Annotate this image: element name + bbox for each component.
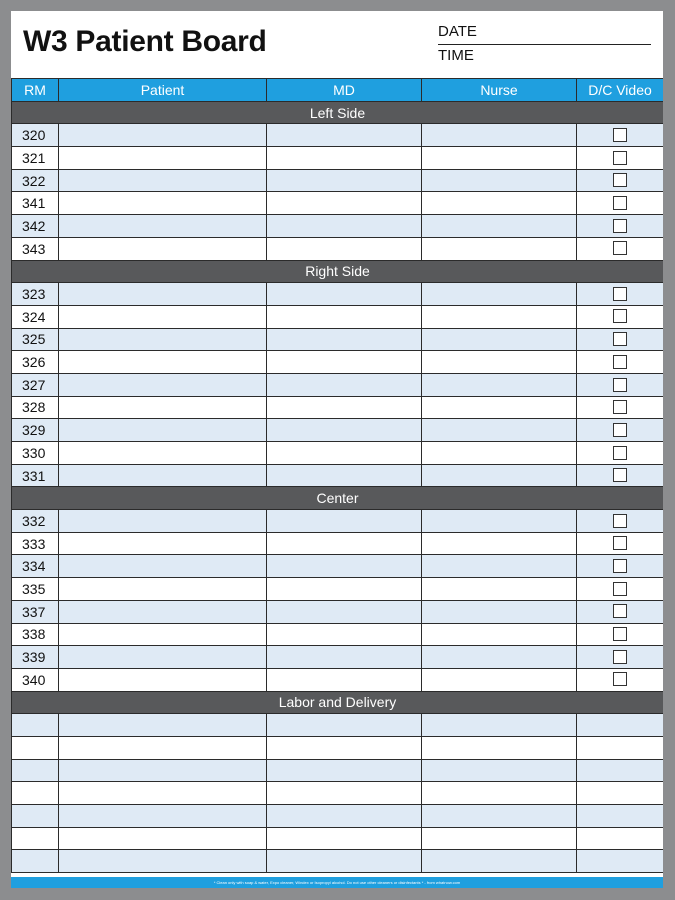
md-cell[interactable] [267,464,422,487]
dc-video-cell [577,623,664,646]
dc-video-cell [577,396,664,419]
md-cell[interactable] [267,714,422,737]
patient-cell[interactable] [59,215,267,238]
patient-cell[interactable] [59,147,267,170]
dc-video-cell [577,192,664,215]
table-row [12,351,664,374]
nurse-cell[interactable] [422,600,577,623]
section-title: Labor and Delivery [12,691,664,714]
md-cell[interactable] [267,600,422,623]
table-row [12,555,664,578]
table-row [12,714,664,737]
nurse-cell[interactable] [422,782,577,805]
dc-video-checkbox[interactable] [613,219,627,233]
room-number: 342 [12,215,59,238]
nurse-cell[interactable] [422,124,577,147]
table-row [12,805,664,828]
patient-cell[interactable] [59,328,267,351]
room-number: 333 [12,532,59,555]
nurse-cell[interactable] [422,510,577,533]
md-cell[interactable] [267,283,422,306]
patient-cell[interactable] [59,192,267,215]
dc-video-cell [577,351,664,374]
room-number: 341 [12,192,59,215]
room-number: 334 [12,555,59,578]
patient-cell[interactable] [59,759,267,782]
dc-video-checkbox[interactable] [613,604,627,618]
section-header-row [12,691,664,714]
room-number: 331 [12,464,59,487]
table-row [12,623,664,646]
patient-cell[interactable] [59,623,267,646]
md-cell[interactable] [267,215,422,238]
footer-note: * Clean only with soap & water, Expo cleaner, Windex or Isopropyl alcohol. Do not use other cleaners or disinfectants * - from whatnow.com [11,877,663,888]
dc-video-checkbox[interactable] [613,151,627,165]
nurse-cell[interactable] [422,736,577,759]
dc-video-cell [577,328,664,351]
md-cell[interactable] [267,237,422,260]
dc-video-checkbox[interactable] [613,355,627,369]
patient-cell[interactable] [59,237,267,260]
room-number [12,805,59,828]
nurse-cell[interactable] [422,827,577,850]
patient-cell[interactable] [59,351,267,374]
dc-video-cell [577,237,664,260]
dc-video-checkbox[interactable] [613,582,627,596]
md-cell[interactable] [267,147,422,170]
md-cell[interactable] [267,396,422,419]
dc-video-cell [577,759,664,782]
nurse-cell[interactable] [422,328,577,351]
table-row [12,147,664,170]
md-cell[interactable] [267,328,422,351]
patient-cell[interactable] [59,464,267,487]
nurse-cell[interactable] [422,396,577,419]
dc-video-cell [577,805,664,828]
dc-video-cell [577,124,664,147]
dc-video-cell [577,532,664,555]
patient-cell[interactable] [59,283,267,306]
room-number [12,850,59,873]
patient-cell[interactable] [59,373,267,396]
nurse-cell[interactable] [422,237,577,260]
dc-video-checkbox[interactable] [613,378,627,392]
md-cell[interactable] [267,668,422,691]
table-row [12,850,664,873]
date-field[interactable]: DATE [438,23,651,45]
dc-video-cell [577,442,664,465]
patient-cell[interactable] [59,124,267,147]
table-row [12,124,664,147]
patient-board [11,11,663,888]
dc-video-checkbox[interactable] [613,446,627,460]
table-row [12,215,664,238]
md-cell[interactable] [267,532,422,555]
section-header-row [12,101,664,124]
md-cell[interactable] [267,305,422,328]
nurse-cell[interactable] [422,192,577,215]
room-number: 338 [12,623,59,646]
table-row [12,237,664,260]
md-cell[interactable] [267,169,422,192]
dc-video-cell [577,283,664,306]
room-number: 328 [12,396,59,419]
dc-video-checkbox[interactable] [613,173,627,187]
dc-video-checkbox[interactable] [613,672,627,686]
table-row [12,419,664,442]
table-row [12,396,664,419]
dc-video-cell [577,850,664,873]
col-header-dc-video: D/C Video [577,79,664,102]
nurse-cell[interactable] [422,646,577,669]
header-row [12,79,664,102]
table-row [12,736,664,759]
room-number: 325 [12,328,59,351]
room-number: 330 [12,442,59,465]
nurse-cell[interactable] [422,759,577,782]
dc-video-checkbox[interactable] [613,241,627,255]
nurse-cell[interactable] [422,351,577,374]
dc-video-cell [577,215,664,238]
nurse-cell[interactable] [422,373,577,396]
room-number: 332 [12,510,59,533]
patient-cell[interactable] [59,532,267,555]
col-header-patient: Patient [59,79,267,102]
nurse-cell[interactable] [422,305,577,328]
dc-video-cell [577,736,664,759]
section-title: Left Side [12,101,664,124]
room-number [12,827,59,850]
room-number [12,736,59,759]
dc-video-cell [577,782,664,805]
patient-cell[interactable] [59,510,267,533]
table-row [12,283,664,306]
dc-video-cell [577,555,664,578]
md-cell[interactable] [267,419,422,442]
room-number: 322 [12,169,59,192]
dc-video-cell [577,147,664,170]
dc-video-cell [577,305,664,328]
table-row [12,532,664,555]
room-number: 335 [12,578,59,601]
table-row [12,759,664,782]
dc-video-cell [577,714,664,737]
dc-video-checkbox[interactable] [613,627,627,641]
table-row [12,305,664,328]
md-cell[interactable] [267,759,422,782]
section-title: Center [12,487,664,510]
patient-cell[interactable] [59,600,267,623]
md-cell[interactable] [267,124,422,147]
patient-cell[interactable] [59,305,267,328]
room-number: 339 [12,646,59,669]
dc-video-checkbox[interactable] [613,536,627,550]
table-row [12,827,664,850]
nurse-cell[interactable] [422,850,577,873]
md-cell[interactable] [267,578,422,601]
table-row [12,578,664,601]
room-number: 326 [12,351,59,374]
nurse-cell[interactable] [422,442,577,465]
patient-grid [11,78,663,873]
dc-video-checkbox[interactable] [613,196,627,210]
table-row [12,668,664,691]
dc-video-cell [577,373,664,396]
nurse-cell[interactable] [422,147,577,170]
md-cell[interactable] [267,805,422,828]
dc-video-checkbox[interactable] [613,559,627,573]
table-row [12,328,664,351]
room-number: 329 [12,419,59,442]
col-header-nurse: Nurse [422,79,577,102]
nurse-cell[interactable] [422,464,577,487]
patient-cell[interactable] [59,782,267,805]
patient-cell[interactable] [59,169,267,192]
md-cell[interactable] [267,850,422,873]
dc-video-checkbox[interactable] [613,287,627,301]
patient-cell[interactable] [59,442,267,465]
patient-cell[interactable] [59,419,267,442]
room-number: 340 [12,668,59,691]
dc-video-checkbox[interactable] [613,423,627,437]
nurse-cell[interactable] [422,215,577,238]
dc-video-checkbox[interactable] [613,309,627,323]
table-row [12,442,664,465]
md-cell[interactable] [267,510,422,533]
table-row [12,373,664,396]
section-header-row [12,260,664,283]
table-row [12,646,664,669]
md-cell[interactable] [267,442,422,465]
dc-video-checkbox[interactable] [613,128,627,142]
table-row [12,600,664,623]
md-cell[interactable] [267,373,422,396]
nurse-cell[interactable] [422,578,577,601]
nurse-cell[interactable] [422,668,577,691]
dc-video-cell [577,510,664,533]
dc-video-checkbox[interactable] [613,514,627,528]
dc-video-cell [577,827,664,850]
nurse-cell[interactable] [422,419,577,442]
md-cell[interactable] [267,827,422,850]
md-cell[interactable] [267,736,422,759]
dc-video-cell [577,169,664,192]
section-title: Right Side [12,260,664,283]
table-row [12,782,664,805]
room-number [12,782,59,805]
board-title: W3 Patient Board [23,25,267,58]
md-cell[interactable] [267,646,422,669]
md-cell[interactable] [267,782,422,805]
dc-video-cell [577,646,664,669]
patient-cell[interactable] [59,827,267,850]
nurse-cell[interactable] [422,169,577,192]
nurse-cell[interactable] [422,714,577,737]
patient-cell[interactable] [59,736,267,759]
dc-video-cell [577,600,664,623]
room-number: 337 [12,600,59,623]
patient-cell[interactable] [59,850,267,873]
patient-cell[interactable] [59,714,267,737]
section-header-row [12,487,664,510]
room-number [12,759,59,782]
dc-video-cell [577,464,664,487]
dc-video-checkbox[interactable] [613,650,627,664]
room-number: 320 [12,124,59,147]
room-number: 323 [12,283,59,306]
col-header-rm: RM [12,79,59,102]
room-number: 321 [12,147,59,170]
md-cell[interactable] [267,192,422,215]
md-cell[interactable] [267,351,422,374]
patient-cell[interactable] [59,578,267,601]
dc-video-checkbox[interactable] [613,468,627,482]
nurse-cell[interactable] [422,283,577,306]
room-number: 327 [12,373,59,396]
time-field[interactable]: TIME [438,47,474,64]
nurse-cell[interactable] [422,805,577,828]
dc-video-cell [577,419,664,442]
patient-cell[interactable] [59,668,267,691]
table-row [12,169,664,192]
room-number: 343 [12,237,59,260]
room-number: 324 [12,305,59,328]
table-row [12,510,664,533]
dc-video-cell [577,578,664,601]
col-header-md: MD [267,79,422,102]
dc-video-cell [577,668,664,691]
table-row [12,464,664,487]
md-cell[interactable] [267,555,422,578]
dc-video-checkbox[interactable] [613,400,627,414]
nurse-cell[interactable] [422,555,577,578]
nurse-cell[interactable] [422,623,577,646]
patient-cell[interactable] [59,646,267,669]
md-cell[interactable] [267,623,422,646]
room-number [12,714,59,737]
patient-cell[interactable] [59,396,267,419]
patient-cell[interactable] [59,555,267,578]
nurse-cell[interactable] [422,532,577,555]
dc-video-checkbox[interactable] [613,332,627,346]
table-row [12,192,664,215]
grid-body [12,101,664,872]
patient-cell[interactable] [59,805,267,828]
